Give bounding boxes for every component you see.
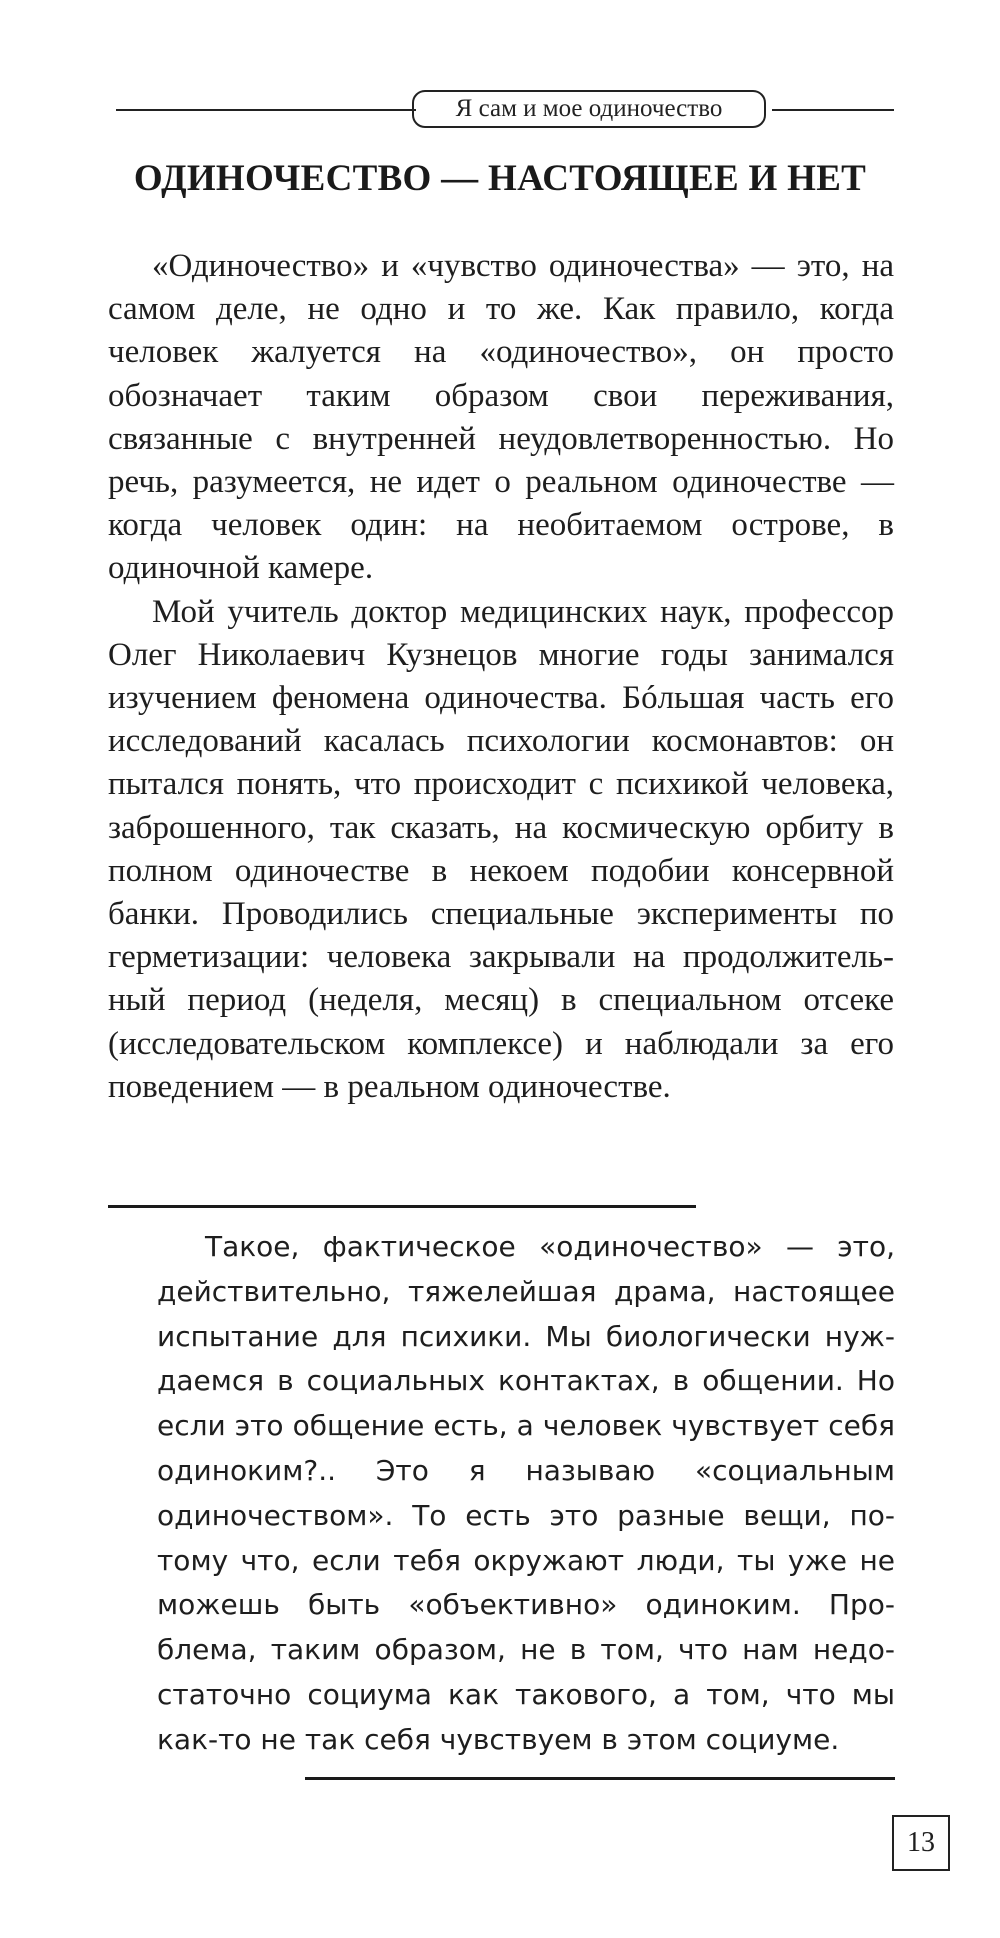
header-rule-left bbox=[116, 109, 416, 111]
body-paragraph: «Одиночество» и «чувство одиночества» — это, на самом деле, не одно и то же. Как правило, когда человек жалуется на «одиночество», он просто обозначает таким образом свои переживания, связанные с внутренней неудовлетворенностью. Но речь, разумеется, не идет о реальном одиночестве — когда человек один: на необитаемом острове, в одиночной камере. bbox=[108, 248, 894, 587]
body-paragraph: Мой учитель доктор медицинских наук, профессор Олег Николаевич Кузнецов многие годы занимался изучением феномена одиночества. Бóльшая часть его исследований касалась психологии космонавтов: он пытался понять, что происходит с психикой человека, заброшенного, так сказать, на космическую орбиту в полном одиночестве в некоем подобии консервной банки. Проводились специальные эксперименты по герметизации: человека закрывали на продолжительный период (неделя, месяц) в специальном отсеке (исследовательском комплексе) и наблюдали за его поведением — в реальном одиночестве. bbox=[108, 593, 894, 1105]
running-header-title: Я сам и мое одиночество bbox=[412, 90, 766, 128]
callout-quote bbox=[157, 1225, 895, 1763]
callout-rule-top bbox=[108, 1205, 696, 1208]
header-rule-right bbox=[772, 109, 894, 111]
callout-paragraph: Такое, фактическое «одиночество» — это, действительно, тяжелейшая драма, настоящее испытание для психики. Мы биологически нуждаемся в социальных контактах, в общении. Но если это общение есть, а человек чувствует себя одиноким?.. Это я называю «социальным одиночеством». То есть это разные вещи, потому что, если тебя окружают люди, ты уже не можешь быть «объективно» одиноким. Проблема, таким образом, не в том, что нам недостаточно социума как такового, а том, что мы как-то не так себя чувствуем в этом социуме. bbox=[157, 1230, 895, 1756]
page-number: 13 bbox=[892, 1815, 950, 1871]
running-header bbox=[116, 90, 894, 130]
body-text bbox=[108, 245, 894, 1109]
callout-rule-bottom bbox=[305, 1777, 895, 1780]
chapter-title: ОДИНОЧЕСТВО — НАСТОЯЩЕЕ И НЕТ bbox=[133, 158, 867, 199]
